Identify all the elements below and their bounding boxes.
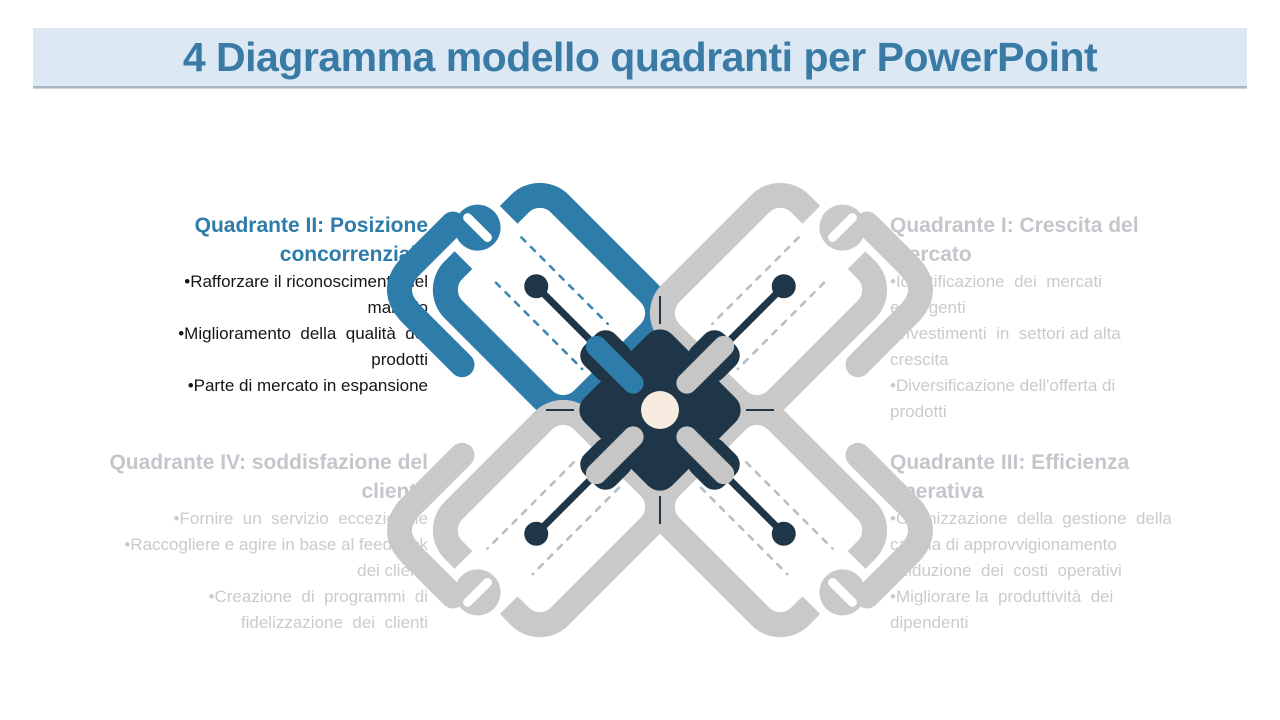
slide-title-bar [33,28,1247,88]
quadrant-1-title: Quadrante I: Crescita del mercato [890,214,1139,266]
quadrant-1-bullets: •Identificazione dei mercati emergenti •Investimenti in settori ad alta crescita •Diversificazione dell'offerta di prodotti [890,272,1121,421]
quadrant-x-diagram [350,100,970,720]
quadrant-3-bullets: •Ottimizzazione della gestione della catena di approvvigionamento •Riduzione dei costi operativi •Migliorare la produttività dei dipendenti [890,509,1172,632]
quadrant-4-bullets: •Fornire un servizio eccezionale •Raccogliere e agire in base al feedback dei clienti •Creazione di programmi di fidelizzazione dei clienti [124,509,428,632]
quadrant-2-title: Quadrante II: Posizione concorrenziale [194,214,428,266]
quadrant-4-title: Quadrante IV: soddisfazione del cliente [109,451,428,503]
center-circle [633,383,687,437]
slide-title: 4 Diagramma modello quadranti per PowerPoint [182,33,1098,80]
quadrant-3-title: Quadrante III: Efficienza operativa [890,451,1130,503]
quadrant-2-bullets: •Rafforzare il riconoscimento del marchio •Miglioramento della qualità dei prodotti •Parte di mercato in espansione [178,272,428,395]
